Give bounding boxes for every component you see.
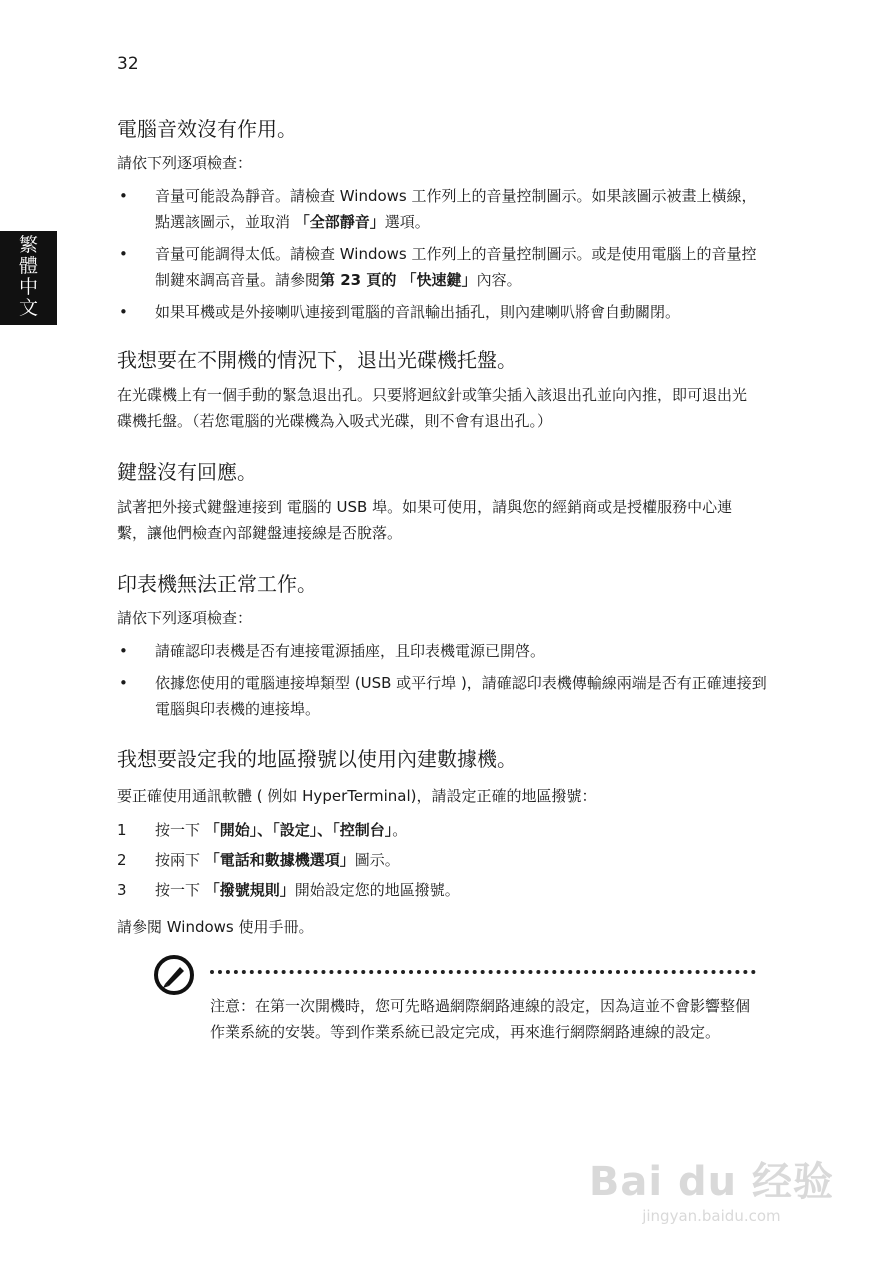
bullet: • bbox=[119, 303, 128, 321]
section-body: 試著把外接式鍵盤連接到 電腦的 USB 埠。如果可使用，請與您的經銷商或是授權服務中心連繫，讓他們檢查內部鍵盤連接線是否脫落。 bbox=[117, 498, 733, 542]
section-body: 在光碟機上有一個手動的緊急退出孔。只要將迴紋針或筆尖插入該退出孔並向內推，即可退出光碟機托盤。（若您電腦的光碟機為入吸式光碟，則不會有退出孔。） bbox=[117, 386, 748, 430]
language-tab-char: 中 bbox=[18, 276, 38, 298]
ui-term: 第 23 頁的 「快速鍵」 bbox=[320, 271, 477, 289]
bullet: • bbox=[119, 245, 128, 263]
section-heading-printer: 印表機無法正常工作。 bbox=[117, 572, 317, 596]
steps-list bbox=[117, 817, 767, 903]
language-tab-char: 文 bbox=[18, 297, 38, 319]
language-tab-char: 體 bbox=[18, 255, 38, 277]
step-item: 3 按一下 「撥號規則」開始設定您的地區撥號。 bbox=[117, 877, 767, 903]
step-item: 2 按兩下 「電話和數據機選項」圖示。 bbox=[117, 847, 767, 873]
section-heading-eject: 我想要在不開機的情況下，退出光碟機托盤。 bbox=[117, 348, 517, 372]
ui-term: 「撥號規則」 bbox=[204, 881, 295, 899]
note-pen-icon bbox=[153, 954, 195, 996]
note-text: 注意：在第一次開機時，您可先略過網際網路連線的設定，因為這並不會影響整個作業系統的安裝。等到作業系統已設定完成，再來進行網際網路連線的設定。 bbox=[210, 997, 751, 1041]
ui-term: 「電話和數據機選項」 bbox=[204, 851, 355, 869]
checklist-printer bbox=[117, 638, 767, 722]
list-item: • 音量可能調得太低。請檢查 Windows 工作列上的音量控制圖示。或是使用電腦上的音量控制鍵來調高音量。請參閱第 23 頁的 「快速鍵」內容。 bbox=[117, 241, 767, 293]
step-number: 1 bbox=[117, 821, 127, 839]
section-heading-sound: 電腦音效沒有作用。 bbox=[117, 117, 297, 141]
step-number: 3 bbox=[117, 881, 127, 899]
section-heading-keyboard: 鍵盤沒有回應。 bbox=[117, 460, 257, 484]
ui-term: 「開始」、「設定」、「控制台」 bbox=[204, 821, 393, 839]
section-intro: 請依下列逐項檢查： bbox=[117, 609, 253, 627]
list-item: • 請確認印表機是否有連接電源插座，且印表機電源已開啓。 bbox=[117, 638, 767, 664]
step-number: 2 bbox=[117, 851, 127, 869]
note-divider bbox=[210, 970, 756, 974]
list-item: • 音量可能設為靜音。請檢查 Windows 工作列上的音量控制圖示。如果該圖示被畫上橫線，點選該圖示，並取消 「全部靜音」選項。 bbox=[117, 183, 767, 235]
section-intro: 要正確使用通訊軟體 ( 例如 HyperTerminal)，請設定正確的地區撥號： bbox=[117, 787, 597, 805]
list-item: • 如果耳機或是外接喇叭連接到電腦的音訊輸出插孔，則內建喇叭將會自動關閉。 bbox=[117, 299, 767, 325]
watermark bbox=[589, 1150, 834, 1225]
ui-term: 「全部靜音」 bbox=[294, 213, 385, 231]
step-item: 1 按一下 「開始」、「設定」、「控制台」。 bbox=[117, 817, 767, 843]
section-heading-dialing: 我想要設定我的地區撥號以使用內建數據機。 bbox=[117, 747, 517, 771]
section-intro: 請依下列逐項檢查： bbox=[117, 154, 253, 172]
list-item: • 依據您使用的電腦連接埠類型 (USB 或平行埠 )，請確認印表機傳輸線兩端是否有正確連接到電腦與印表機的連接埠。 bbox=[117, 670, 767, 722]
watermark-url: jingyan.baidu.com bbox=[642, 1207, 781, 1225]
bullet: • bbox=[119, 187, 128, 205]
watermark-logo: Bai du 经验 bbox=[588, 1159, 834, 1205]
checklist-sound bbox=[117, 183, 767, 325]
language-tab-char: 繁 bbox=[18, 234, 38, 256]
bullet: • bbox=[119, 674, 128, 692]
page-number: 32 bbox=[117, 54, 139, 74]
bullet: • bbox=[119, 642, 128, 660]
language-tab bbox=[0, 231, 57, 325]
manual-reference: 請參閱 Windows 使用手冊。 bbox=[117, 918, 314, 936]
